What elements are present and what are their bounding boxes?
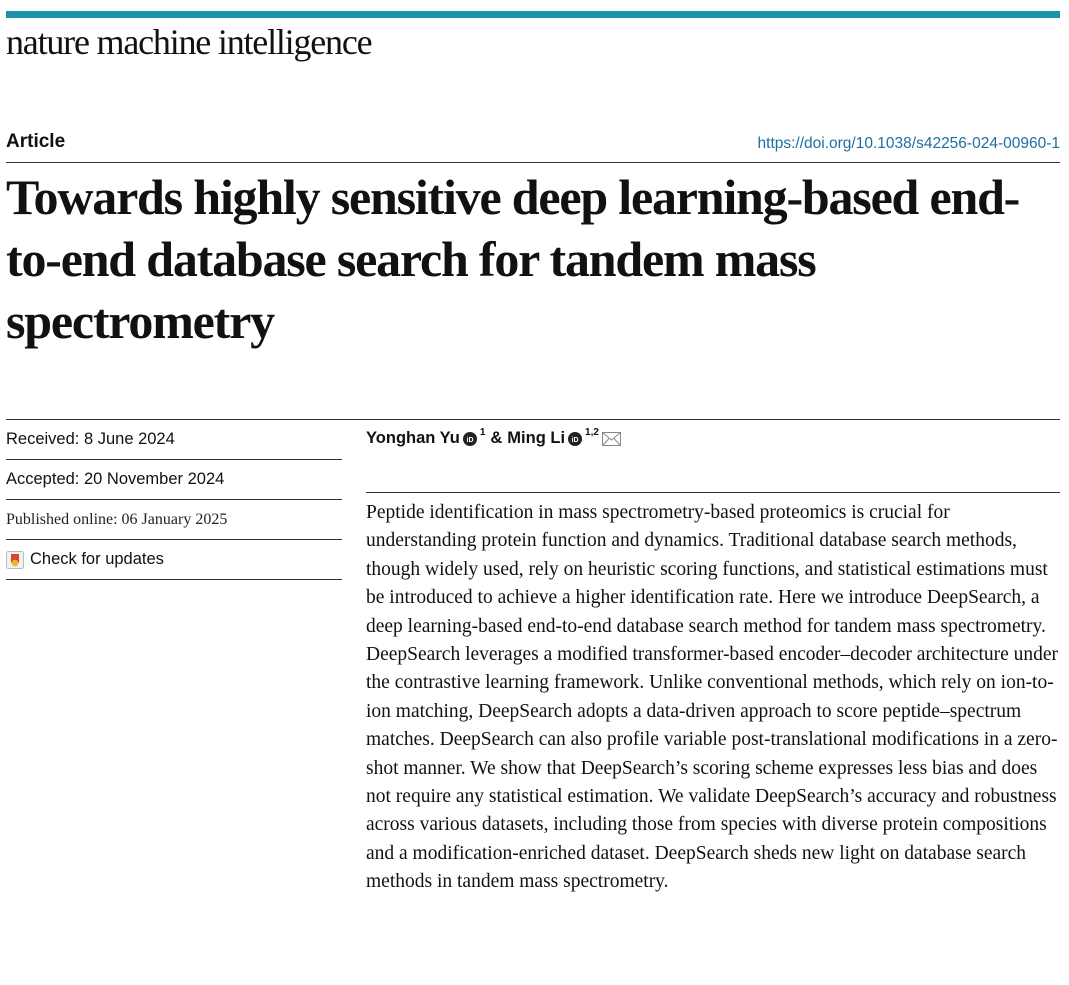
article-type: Article <box>6 131 66 152</box>
published-date: Published online: 06 January 2025 <box>6 500 342 540</box>
crossmark-icon <box>6 551 24 569</box>
check-for-updates-button[interactable] <box>6 540 342 580</box>
svg-text:iD: iD <box>466 436 474 444</box>
author-affiliation: 1 <box>479 427 486 438</box>
journal-name: nature machine intelligence <box>6 22 372 62</box>
email-icon[interactable] <box>602 432 621 446</box>
title-divider <box>6 162 1060 163</box>
article-title: Towards highly sensitive deep learning-based end-to-end database search for tandem mass spectrometry <box>6 169 1020 349</box>
author-name[interactable]: Yonghan Yu <box>366 429 460 447</box>
received-date: Received: 8 June 2024 <box>6 420 342 460</box>
author-separator: & <box>490 429 503 447</box>
publication-history <box>6 420 342 580</box>
doi-link[interactable]: https://doi.org/10.1038/s42256-024-00960-1 <box>757 135 1060 152</box>
journal-accent-bar <box>6 11 1060 18</box>
accepted-date: Accepted: 20 November 2024 <box>6 460 342 500</box>
author-affiliation: 1,2 <box>585 427 599 438</box>
svg-text:iD: iD <box>571 436 579 444</box>
check-for-updates-label: Check for updates <box>30 550 164 568</box>
orcid-icon[interactable] <box>568 432 582 446</box>
author-name[interactable]: Ming Li <box>507 429 566 447</box>
author-list <box>366 429 621 448</box>
abstract-text: Peptide identification in mass spectrometry-based proteomics is crucial for understanding protein function and dynamics. Traditional database search methods, though widely used, rely on heuristic scoring functions, and statistical estimations must be introduced to achieve a higher identification rate. Here we introduce DeepSearch, a deep learning-based end-to-end database search method for tandem mass spectrometry. DeepSearch leverages a modified transformer-based encoder–decoder architecture under the contrastive learning framework. Unlike conventional methods, which rely on ion-to-ion matching, DeepSearch adopts a data-driven approach to score peptide–spectrum matches. DeepSearch can also profile variable post-translational modifications in a zero-shot manner. We show that DeepSearch’s scoring scheme expresses less bias and does not require any statistical estimation. We validate DeepSearch’s accuracy and robustness across various datasets, including those from species with diverse protein compositions and a modification-enriched dataset. DeepSearch sheds new light on database search methods in tandem mass spectrometry. <box>366 502 1059 893</box>
abstract-divider <box>366 492 1060 493</box>
orcid-icon[interactable] <box>463 432 477 446</box>
